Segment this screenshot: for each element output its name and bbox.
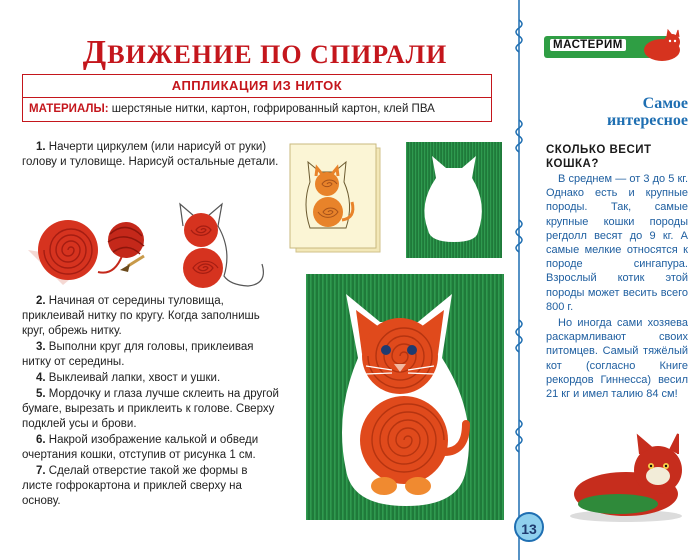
steps-2-7 xyxy=(22,294,280,510)
materials-text: шерстяные нитки, картон, гофрированный картон, клей ПВА xyxy=(111,103,435,115)
yarn-spiral-illustration xyxy=(18,190,280,290)
step-5: 5. Мордочку и глаза лучше склеить на другой бумаге, вырезать и приклеить к голове. Сверху подклей усы и брови. xyxy=(22,388,279,430)
section-tag-label: МАСТЕРИМ xyxy=(550,39,626,51)
step-7: 7. Сделай отверстие такой же формы в листе гофрокартона и приклей сверху на основу. xyxy=(22,465,248,507)
cat-mascot-icon xyxy=(640,28,684,62)
cardboard-cutout xyxy=(406,142,502,258)
cat-draft-icon xyxy=(180,204,263,288)
sidebar-body xyxy=(546,172,688,403)
step-3: 3. Выполни круг для головы, приклеивая нитку от середины. xyxy=(22,341,254,368)
finished-applique xyxy=(306,274,504,520)
step-2: 2. Начиная от середины туловища, приклеивай нитку по кругу. Когда заполнишь круг, обрежь нитку. xyxy=(22,295,260,337)
sidebar-title: Самое интересное xyxy=(606,95,688,129)
eye-left-icon xyxy=(381,345,391,355)
sidebar-paragraph-1: В среднем — от 3 до 5 кг. Однако есть и крупные породы. Так, самые крупные кошки породы регдолл весят до 9 кг. А самые мелкие относятся к породе сингапура. Взрослый котик этой породы может весить всего 800 г. xyxy=(546,173,688,313)
sidebar-subtitle: СКОЛЬКО ВЕСИТ КОШКА? xyxy=(546,144,652,170)
eye-right-icon xyxy=(407,345,417,355)
page-title xyxy=(60,34,470,72)
materials-heading: АППЛИКАЦИЯ ИЗ НИТОК xyxy=(23,75,491,98)
spiral-binding xyxy=(512,0,526,560)
materials-label: МАТЕРИАЛЫ: xyxy=(29,103,109,115)
materials-box xyxy=(22,74,492,122)
title-initial: Д xyxy=(82,34,108,71)
title-rest: ВИЖЕНИЕ ПО СПИРАЛИ xyxy=(107,40,448,69)
sidebar-paragraph-2: Но иногда сами хозяева раскармливают своих питомцев. Самый тяжёлый кот (согласно Книге рекордов Гиннесса) весил 21 кг и имел талию 84 см! xyxy=(546,317,688,401)
ceramic-cat-figurine xyxy=(566,430,690,524)
page-number: 13 xyxy=(514,512,544,542)
yarn-spiral-icon xyxy=(38,220,98,280)
tracing-paper-card xyxy=(288,142,388,258)
step-4: 4. Выклеивай лапки, хвост и ушки. xyxy=(36,372,221,384)
step-6: 6. Накрой изображение калькой и обведи очертания кошки, отступив от рисунка 1 см. xyxy=(22,434,259,461)
glue-brush-icon xyxy=(120,256,144,272)
yarn-ball-icon xyxy=(98,222,144,273)
materials-line xyxy=(29,99,435,119)
step-1: 1. Начерти циркулем (или нарисуй от руки) голову и туловище. Нарисуй остальные детали. xyxy=(22,141,279,168)
